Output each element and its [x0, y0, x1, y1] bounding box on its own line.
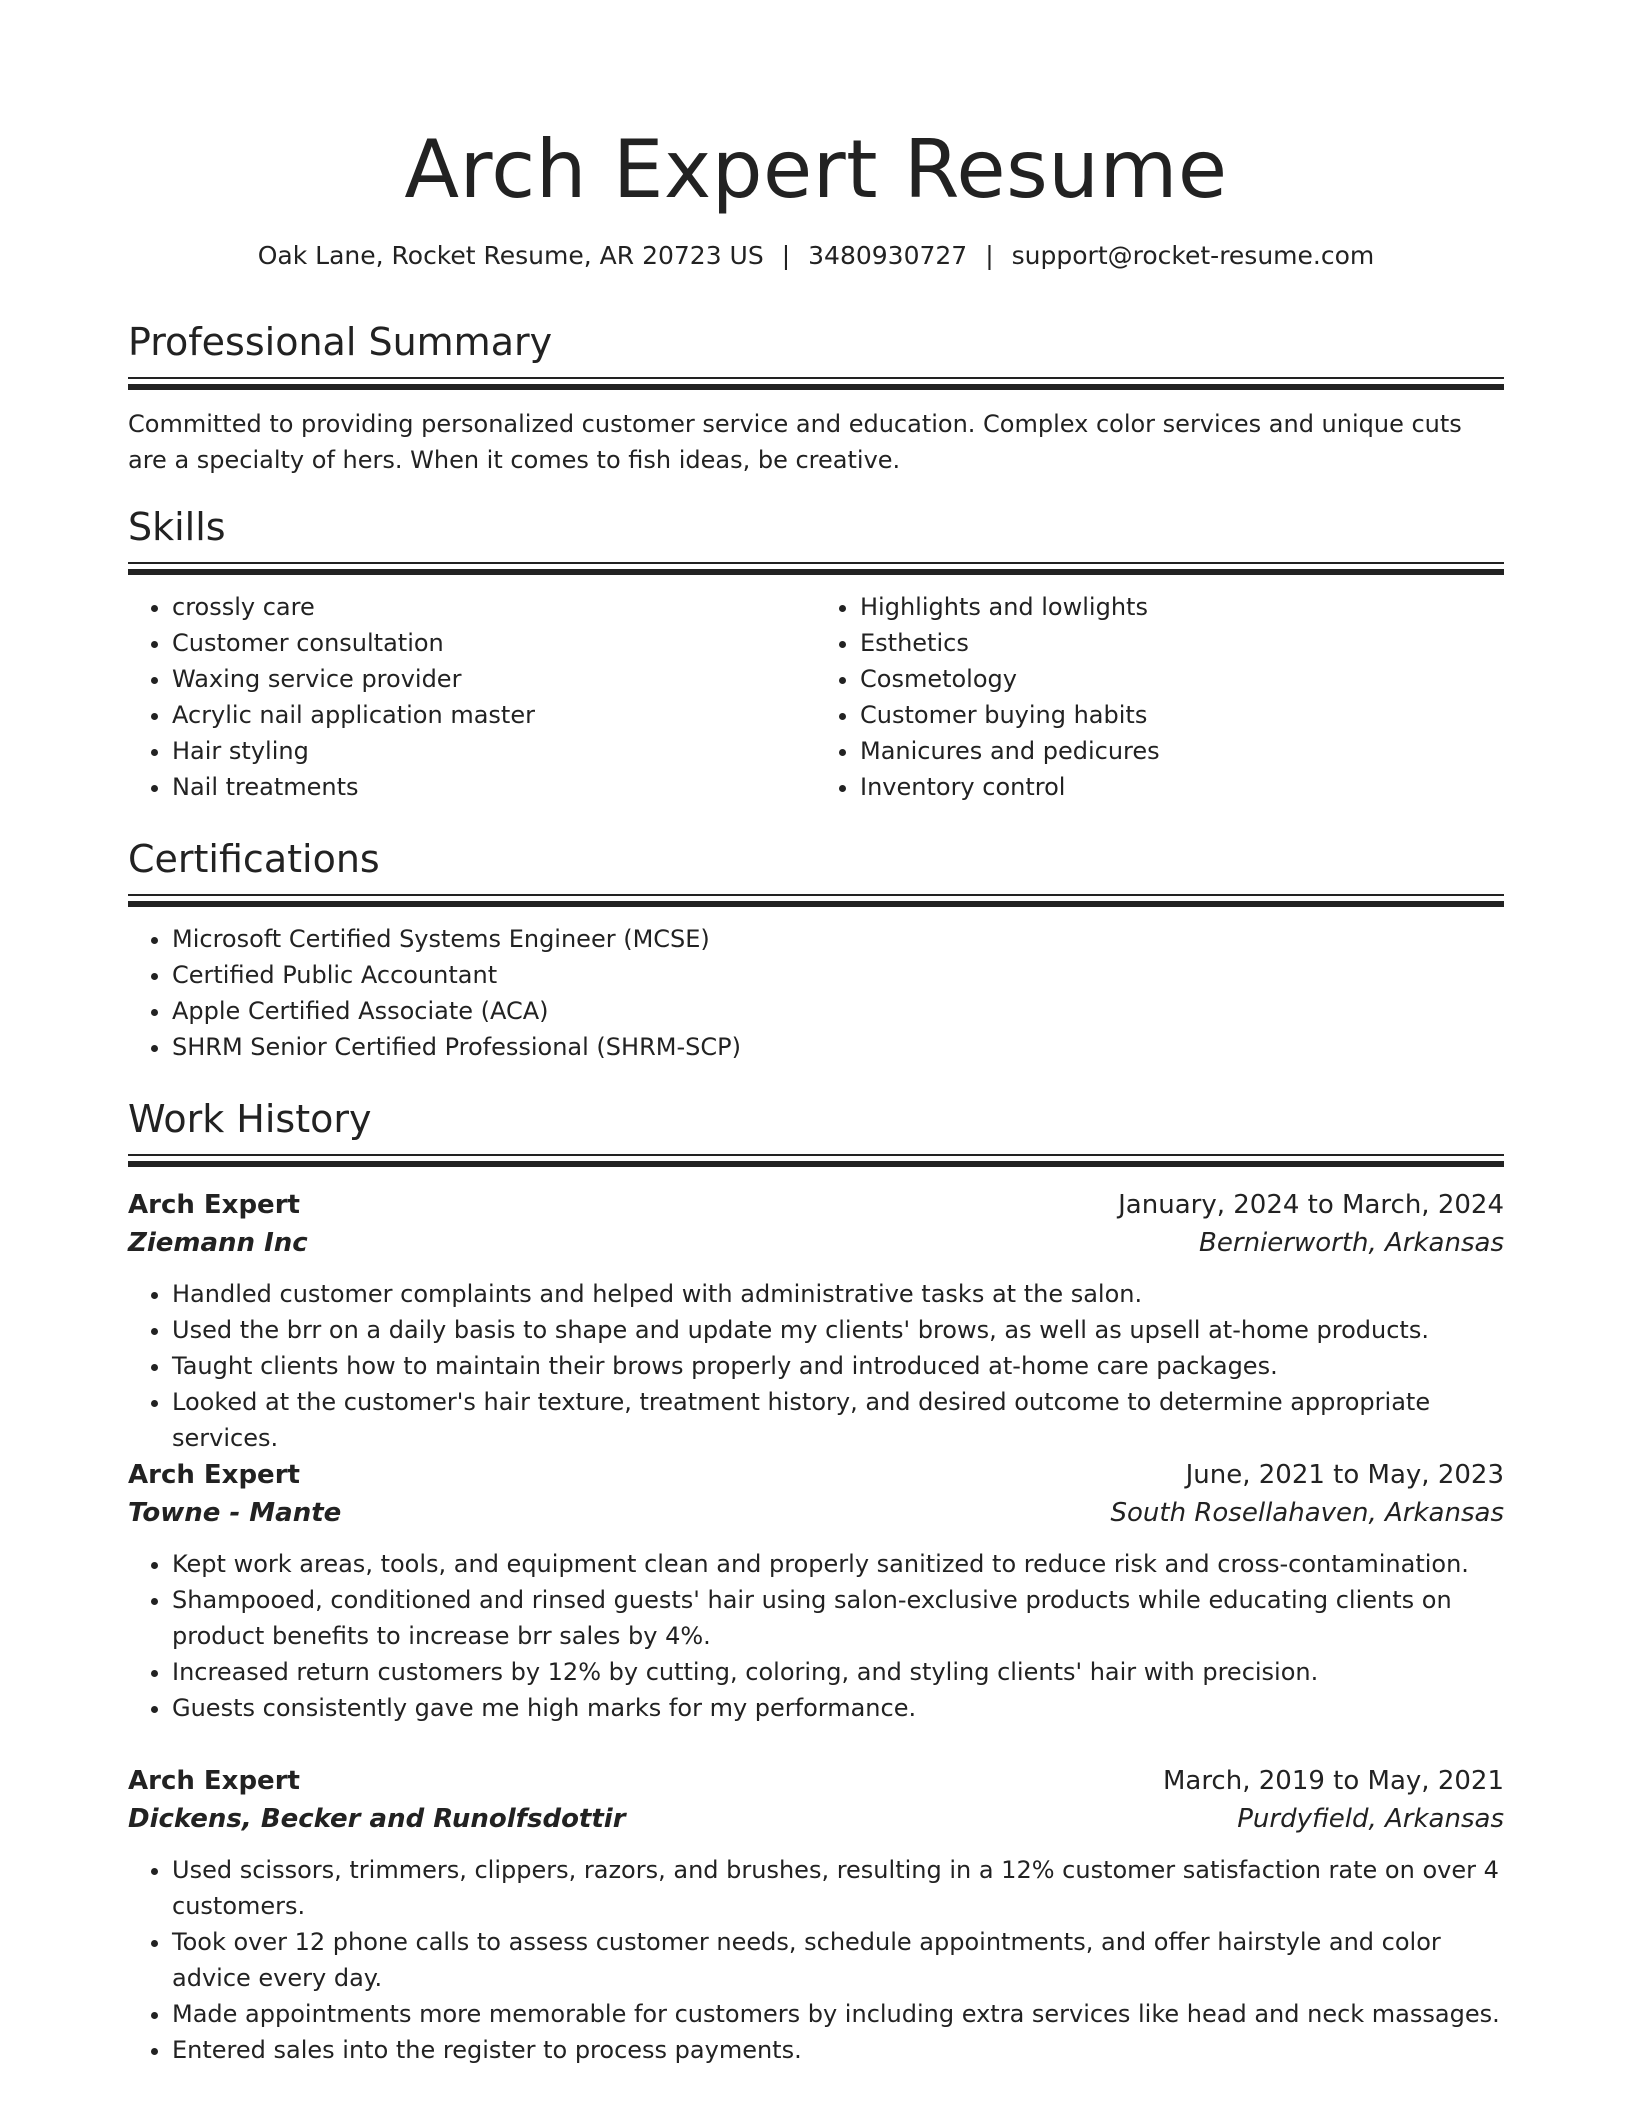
job-title: Arch Expert — [128, 1460, 300, 1490]
summary-text: Committed to providing personalized customer service and education. Complex color services and unique cuts are a specialty of hers. When it comes to fish ideas, be creative. — [128, 410, 1462, 474]
job-company-row — [128, 1224, 1504, 1262]
contact-phone: 3480930727 — [808, 241, 968, 270]
job-bullets — [128, 1546, 1504, 1726]
contact-email: support@rocket-resume.com — [1011, 241, 1375, 270]
list-item: • Took over 12 phone calls to assess customer needs, schedule appointments, and offer hairstyle and color advice every day. — [172, 1924, 1504, 1996]
job-header-row — [128, 1762, 1504, 1800]
list-item: • Used the brr on a daily basis to shape and update my clients' brows, as well as upsell at-home products. — [172, 1312, 1504, 1348]
section-skills — [128, 502, 1504, 805]
section-title: Work History — [128, 1097, 372, 1141]
contact-separator: | — [985, 241, 994, 270]
section-divider — [128, 901, 1504, 907]
list-item: • Apple Certified Associate (ACA) — [172, 993, 1504, 1029]
job-entry — [128, 1186, 1504, 1456]
list-item: • Customer buying habits — [860, 697, 1504, 733]
certifications-list — [128, 921, 1504, 1065]
job-title: Arch Expert — [128, 1766, 300, 1796]
section-certifications — [128, 834, 1504, 1065]
list-item: • Kept work areas, tools, and equipment clean and properly sanitized to reduce risk and cross-contamination. — [172, 1546, 1504, 1582]
list-item: • Microsoft Certified Systems Engineer (MCSE) — [172, 921, 1504, 957]
list-item: • Inventory control — [860, 769, 1504, 805]
job-location: South Rosellahaven, Arkansas — [1110, 1498, 1504, 1528]
section-divider — [128, 1154, 1504, 1156]
list-item: • Cosmetology — [860, 661, 1504, 697]
list-item: • Highlights and lowlights — [860, 589, 1504, 625]
job-dates: January, 2024 to March, 2024 — [1118, 1190, 1504, 1220]
job-company: Ziemann Inc — [128, 1228, 308, 1258]
list-item: • SHRM Senior Certified Professional (SHRM-SCP) — [172, 1029, 1504, 1065]
section-divider — [128, 562, 1504, 564]
list-item: • crossly care — [172, 589, 816, 625]
list-item: • Manicures and pedicures — [860, 733, 1504, 769]
list-item: • Shampooed, conditioned and rinsed guests' hair using salon-exclusive products while educating clients on product benefits to increase brr sales by 4%. — [172, 1582, 1504, 1654]
job-company: Towne - Mante — [128, 1498, 342, 1528]
section-divider — [128, 384, 1504, 390]
section-divider — [128, 569, 1504, 575]
list-item: • Made appointments more memorable for customers by including extra services like head and neck massages. — [172, 1996, 1504, 2032]
job-company-row — [128, 1494, 1504, 1532]
job-bullets — [128, 1276, 1504, 1456]
list-item: • Entered sales into the register to process payments. — [172, 2032, 1504, 2068]
section-divider — [128, 377, 1504, 379]
list-item: • Waxing service provider — [172, 661, 816, 697]
list-item: • Customer consultation — [172, 625, 816, 661]
job-bullets — [128, 1852, 1504, 2068]
section-title: Certifications — [128, 837, 380, 881]
list-item: • Handled customer complaints and helped with administrative tasks at the salon. — [172, 1276, 1504, 1312]
section-title: Professional Summary — [128, 320, 553, 364]
job-entry — [128, 1456, 1504, 1726]
list-item: • Used scissors, trimmers, clippers, razors, and brushes, resulting in a 12% customer satisfaction rate on over 4 customers. — [172, 1852, 1504, 1924]
job-company-row — [128, 1800, 1504, 1838]
skills-columns — [128, 589, 1504, 805]
list-item: • Taught clients how to maintain their brows properly and introduced at-home care packages. — [172, 1348, 1504, 1384]
resume-name: Arch Expert Resume — [404, 123, 1228, 216]
section-work-history — [128, 1094, 1504, 1167]
job-title: Arch Expert — [128, 1190, 300, 1220]
list-item: • Guests consistently gave me high marks for my performance. — [172, 1690, 1504, 1726]
section-divider — [128, 894, 1504, 896]
contact-separator: | — [781, 241, 791, 270]
section-summary — [128, 317, 1504, 478]
job-location: Bernierworth, Arkansas — [1199, 1228, 1504, 1258]
list-item: • Acrylic nail application master — [172, 697, 816, 733]
list-item: • Certified Public Accountant — [172, 957, 1504, 993]
section-title: Skills — [128, 505, 226, 549]
skills-list-left — [128, 589, 816, 805]
job-header-row — [128, 1456, 1504, 1494]
job-header-row — [128, 1186, 1504, 1224]
list-item: • Hair styling — [172, 733, 816, 769]
section-divider — [128, 1161, 1504, 1167]
job-entry — [128, 1762, 1504, 2068]
skills-list-right — [816, 589, 1504, 805]
job-dates: June, 2021 to May, 2023 — [1185, 1460, 1504, 1490]
list-item: • Increased return customers by 12% by cutting, coloring, and styling clients' hair with precision. — [172, 1654, 1504, 1690]
job-location: Purdyfield, Arkansas — [1237, 1804, 1504, 1834]
job-company: Dickens, Becker and Runolfsdottir — [128, 1804, 626, 1834]
job-dates: March, 2019 to May, 2021 — [1162, 1766, 1504, 1796]
contact-line — [128, 238, 1504, 274]
list-item: • Looked at the customer's hair texture, treatment history, and desired outcome to determine appropriate services. — [172, 1384, 1504, 1456]
list-item: • Esthetics — [860, 625, 1504, 661]
list-item: • Nail treatments — [172, 769, 816, 805]
contact-address: Oak Lane, Rocket Resume, AR 20723 US — [257, 241, 764, 270]
